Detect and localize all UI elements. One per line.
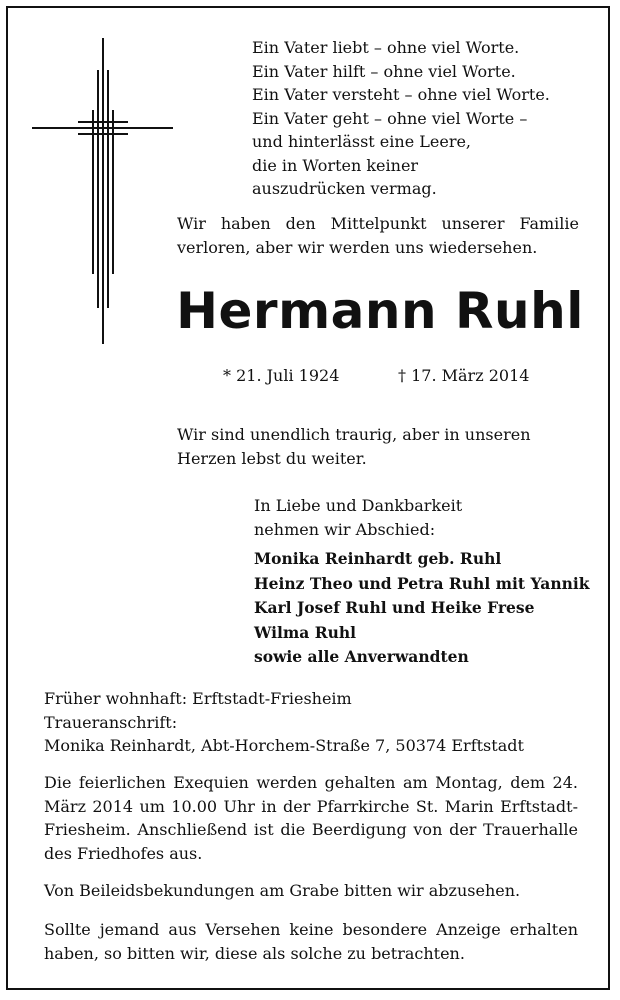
poem-line: auszudrücken vermag. [252,179,437,198]
mourner: Monika Reinhardt geb. Ruhl [254,549,502,568]
farewell-line: In Liebe und Dankbarkeit [254,496,463,515]
poem-line: Ein Vater hilft – ohne viel Worte. [252,61,516,81]
notice-text: Sollte jemand aus Versehen keine besondere Anzeige erhalten haben, so bitten wir, diese als solche zu betrachten. [44,920,578,963]
mourner: sowie alle Anverwandten [254,647,469,666]
deceased-name: Hermann Ruhl [176,282,584,340]
former-residence: Früher wohnhaft: Erftstadt-Friesheim [44,689,352,708]
sorrow-text: Wir sind unendlich traurig, aber in unseren Herzen lebst du weiter. [177,425,531,468]
farewell-text [254,494,462,542]
mourning-address-label: Traueranschrift: [44,712,178,732]
farewell-line: nehmen wir Abschied: [254,520,436,539]
condolence-text: Von Beileidsbekundungen am Grabe bitten wir abzusehen. [44,881,521,900]
poem-line: Ein Vater liebt – ohne viel Worte. [252,38,520,57]
address-block [44,687,524,758]
poem-line: Ein Vater versteht – ohne viel Worte. [252,85,550,104]
ceremony-text: Die feierlichen Exequien werden gehalten am Montag, dem 24. März 2014 um 10.00 Uhr in der Pfarrkirche St. Marin Erftstadt-Friesheim. Anschließend ist die Beerdigung von der Trauerhalle des Friedhofes aus. [44,773,578,863]
poem [252,36,550,201]
mourner: Wilma Ruhl [254,622,357,642]
mourner: Karl Josef Ruhl und Heike Frese [254,598,535,617]
poem-line: und hinterlässt eine Leere, [252,132,472,151]
poem-line: die in Worten keiner [252,155,419,175]
poem-line: Ein Vater geht – ohne viel Worte – [252,108,528,128]
mourner: Heinz Theo und Petra Ruhl mit Yannik [254,573,590,593]
intro-text: Wir haben den Mittelpunkt unserer Familie verloren, aber wir werden uns wiedersehen. [177,214,579,257]
mourning-address: Monika Reinhardt, Abt-Horchem-Straße 7, 50374 Erftstadt [44,736,524,755]
death-date: † 17. März 2014 [398,366,530,385]
birth-date: * 21. Juli 1924 [223,366,340,385]
mourners-list [254,547,590,670]
